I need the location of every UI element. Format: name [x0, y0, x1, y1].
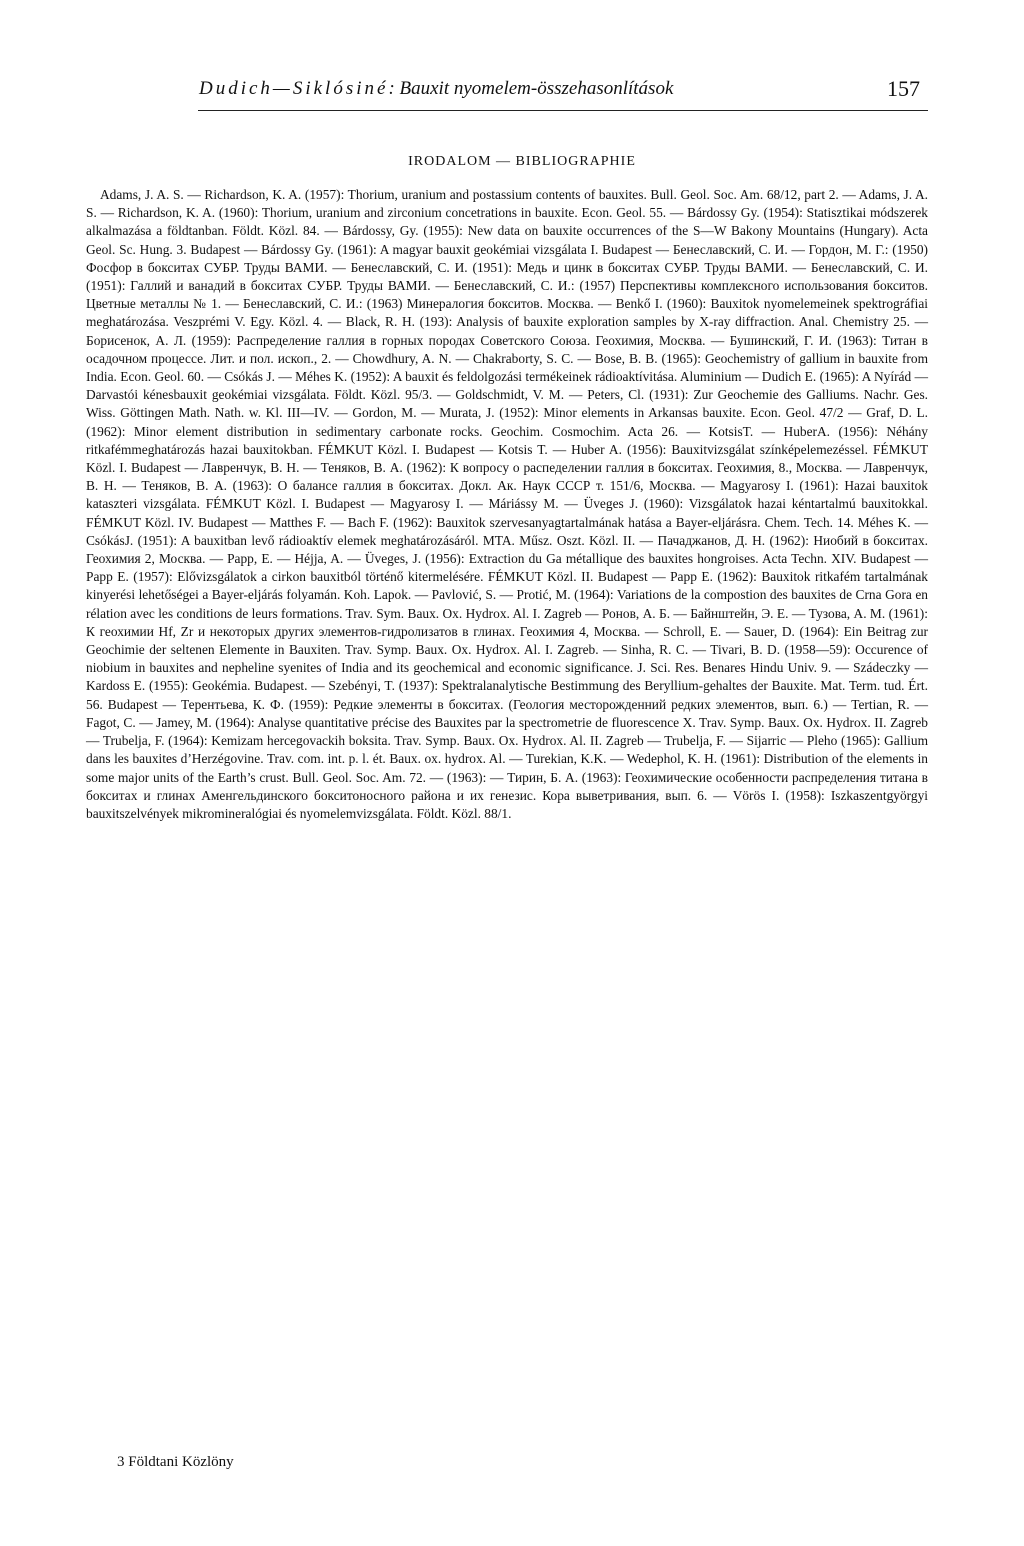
page-number: 157 [887, 76, 920, 101]
footer-area [86, 1454, 386, 1470]
running-head [199, 78, 673, 100]
running-head-authors: Dudich—Siklósiné [199, 78, 389, 99]
bibliography-text: Adams, J. A. S. — Richardson, K. A. (1957): Thorium, uranium and postassium contents of bauxites. Bull. Geol. Soc. Am. 68/12, part 2. — Adams, J. A. S. — Richardson, K. A. (1960): Thorium, uranium and zirconium concetrations in bauxite. Econ. Geol. 55. — Bárdossy Gy. (1954): Statisztikai módszerek alkalmazása a földtanban. Földt. Közl. 84. — Bárdossy, Gy. (1955): New data on bauxite occurrences of the S—W Bakony Mountains (Hungary). Acta Geol. Sc. Hung. 3. Budapest — Bárdossy Gy. (1961): A magyar bauxit geokémiai vizsgálata I. Budapest — Бенеславский, С. И. — Гордон, М. Г.: (1950) Фосфор в бокситах СУБР. Труды ВАМИ. — Бенеславский, С. И. (1951): Медь и цинк в бокситах СУБР. Труды ВАМИ. — Бенеславский, С. И. (1951): Галлий и ванадий в бокситах СУБР. Труды ВАМИ. — Бенеславский, С. И.: (1957) Перспективы комплексного использования бокситов. Цветные металлы № 1. — Бенеславский, С. И.: (1963) Минералогия бокситов. Москва. — Benkő I. (1960): Bauxitok nyomelemeinek spektrográfiai meghatározása. Veszprémi V. Egy. Közl. 4. — Black, R. H. (193): Analysis of bauxite exploration samples by X-ray diffraction. Anal. Chemistry 25. — Борисенок, А. Л. (1959): Распределение галлия в горных породах Советского Союза. Геохимия, Москва. — Бушинский, Г. И. (1963): Титан в осадочном процессе. Лит. и пол. ископ., 2. — Chowdhury, A. N. — Chakraborty, S. C. — Bose, B. B. (1965): Geochemistry of gallium in bauxite from India. Econ. Geol. 60. — Csókás J. — Méhes K. (1952): A bauxit és feldolgozási termékeinek rádioaktívitása. Aluminium — Dudich E. (1965): A Nyírád — Darvastói kénesbauxit geokémiai vizsgálata. Földt. Közl. 95/3. — Goldschmidt, V. M. — Peters, Cl. (1931): Zur Geochemie des Galliums. Nachr. Ges. Wiss. Göttingen Math. Nath. w. Kl. III—IV. — Gordon, M. — Murata, J. (1952): Minor elements in Arkansas bauxite. Econ. Geol. 47/2 — Graf, D. L. (1962): Minor element distribution in sedimentary carbonate rocks. Geochim. Cosmochim. Acta 26. — KotsisT. — HuberA. (1956): Néhány ritkafémmeghatározás hazai bauxitokban. FÉMKUT Közl. I. Budapest — Kotsis T. — Huber A. (1956): Bauxitvizsgálat színképelemezéssel. FÉMKUT Közl. I. Budapest — Лавренчук, В. Н. — Теняков, В. А. (1962): К вопросу о распеделении галлия в бокситах. Геохимия, 8., Москва. — Лавренчук, В. Н. — Теняков, В. А. (1963): О балансе галлия в бокситах. Докл. Ак. Наук СССР т. 151/6, Москва. — Magyarosy I. (1961): Hazai bauxitok kataszteri vizsgálata. FÉMKUT Közl. I. Budapest — Magyarosy I. — Máriássy M. — Üveges J. (1960): Vizsgálatok hazai kéntartalmú bauxitokkal. FÉMKUT Közl. IV. Budapest — Matthes F. — Bach F. (1962): Bauxitok szervesanyagtartalmának hatása a Bayer-eljárásra. Chem. Tech. 14. Méhes K. — CsókásJ. (1951): A bauxitban levő rádioaktív elemek meghatározásáról. MTA. Műsz. Oszt. Közl. II. — Пачаджанов, Д. Н. (1962): Ниобий в бокситах. Геохимия 2, Москва. — Papp, E. — Héjja, A. — Üveges, J. (1956): Extraction du Ga métallique des bauxites hongroises. Acta Techn. XIV. Budapest — Papp E. (1957): Elővizsgálatok a cirkon bauxitból történő kitermelésére. FÉMKUT Közl. II. Budapest — Papp E. (1962): Bauxitok ritkafém tartalmának kinyerési lehetőségei a Bayer-eljárás folyamán. Koh. Lapok. — Pavlović, S. — Protić, M. (1964): Variations de la compostion des bauxites de Crna Gora en rélation avec les conditions de leurs formations. Trav. Sym. Baux. Ox. Hydrox. Al. I. Zagreb — Ронов, А. Б. — Байнштейн, Э. Е. — Тузова, А. М. (1961): К геохимии Hf, Zr и некоторых других элементов-гидролизатов в глинах. Геохимия 4, Москва. — Schroll, E. — Sauer, D. (1964): Ein Beitrag zur Geochimie der seltenen Elemente in Bauxiten. Trav. Symp. Baux. Ox. Hydrox. Al. I. Zagreb. — Sinha, R. C. — Tivari, B. D. (1958—59): Occurence of niobium in bauxites and nepheline syenites of India and its geochemical and economic significance. J. Sci. Res. Benares Hindu Univ. 9. — Szádeczky — Kardoss E. (1955): Geokémia. Budapest. — Szebényi, T. (1937): Spektralanalytische Bestimmung des Beryllium-gehaltes der Bauxite. Mat. Term. tud. Ért. 56. Budapest — Терентьева, К. Ф. (1959): Редкие элементы в бокситах. (Геология месторожденний редких элементов, вып. 6.) — Tertian, R. — Fagot, C. — Jamey, M. (1964): Analyse quantitative précise des Bauxites par la spectrometrie de fluorescence X. Trav. Symp. Baux. Ox. Hydrox. II. Zagreb — Trubelja, F. (1964): Kemizam hercegovackih boksita. Trav. Symp. Baux. Ox. Hydrox. Al. II. Zagreb — Trubelja, F. — Sijarric — Pleho (1965): Gallium dans les bauxites d’Herzégovine. Trav. com. int. p. l. ét. Baux. ox. hydrox. Al. — Turekian, K.K. — Wedephol, K. H. (1961): Distribution of the elements in some major units of the Earth’s crust. Bull. Geol. Soc. Am. 72. — (1963): — Тирин, Б. А. (1963): Геохимические особенности распределения титана в бокситах и глинах Аменгельдинского бокситоносного района и их генезис. Кора выветривания, вып. 6. — Vörös I. (1958): Iszkaszentgyörgyi bauxitszelvények mikromineralógiai és nyomelemvizsgálata. Földt. Közl. 88/1. [86, 187, 928, 821]
page [86, 64, 928, 1524]
running-head-title: : Bauxit nyomelem-összehasonlítások [388, 78, 674, 99]
bibliography [86, 186, 928, 823]
header-rule [198, 110, 928, 111]
section-title: IRODALOM — BIBLIOGRAPHIE [408, 154, 636, 169]
signature-mark: 3 Földtani Közlöny [117, 1454, 234, 1470]
running-header [86, 64, 928, 112]
